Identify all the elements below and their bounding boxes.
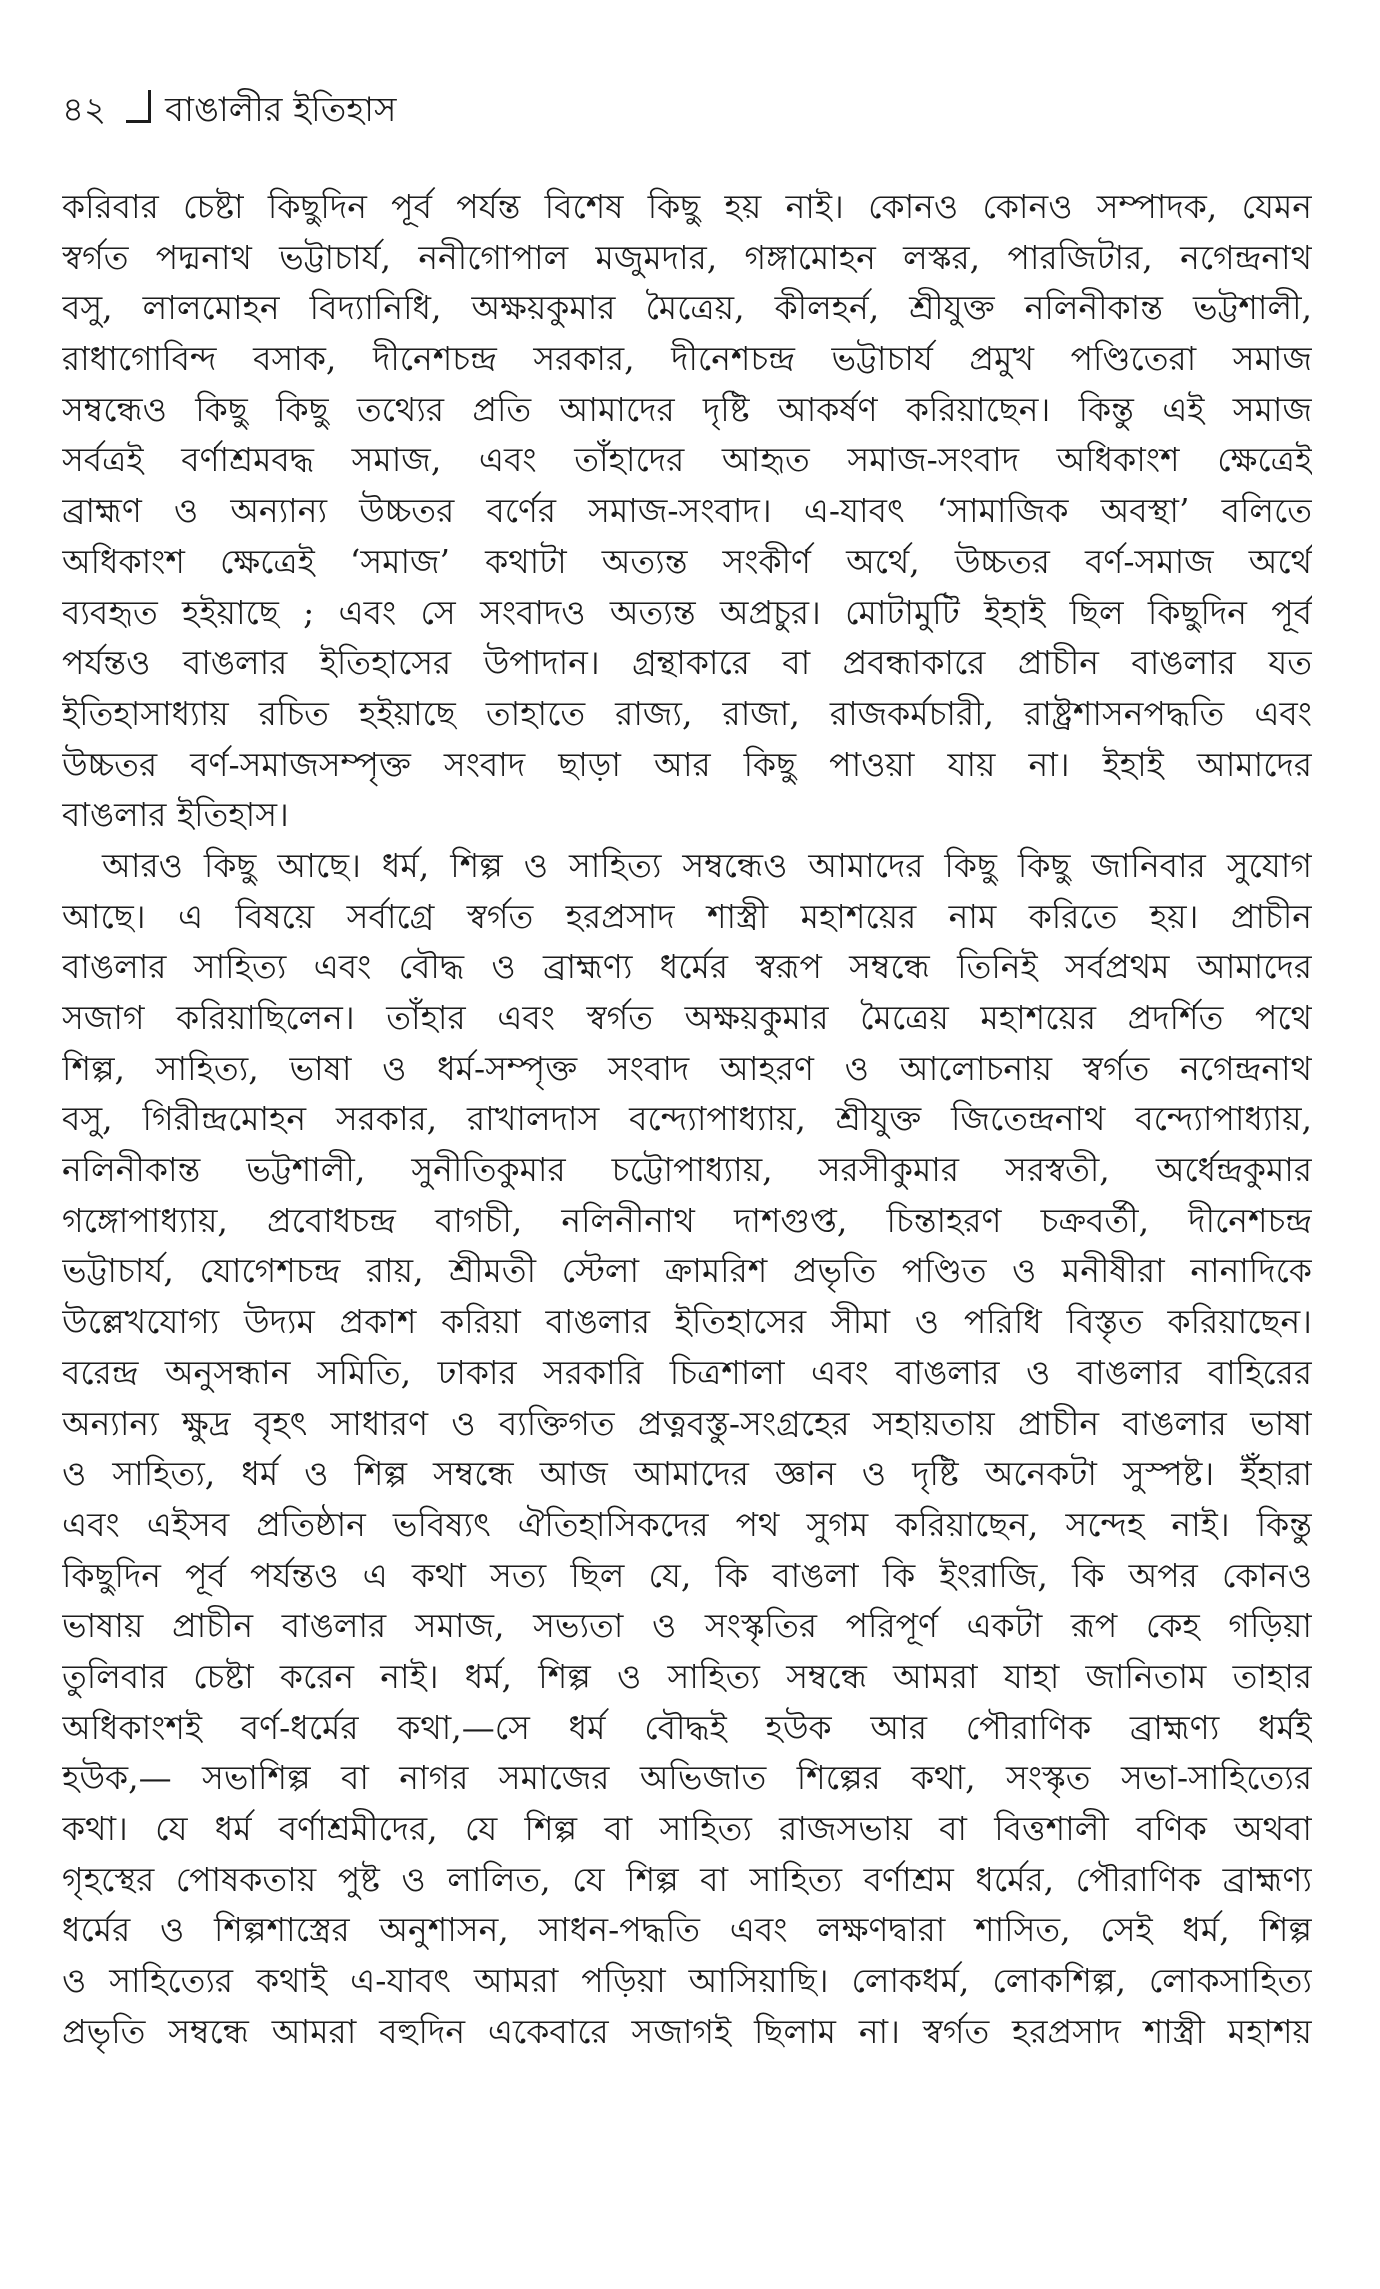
text-line: কথা। যে ধর্ম বর্ণাশ্রমীদের, যে শিল্প বা সাহিত্য রাজসভায় বা বিত্তশালী বণিক অথবা (62, 1809, 1312, 1848)
text-line: পর্যন্তও বাঙলার ইতিহাসের উপাদান। গ্রন্থাকারে বা প্রবন্ধাকারে প্রাচীন বাঙলার যত (62, 643, 1312, 683)
running-header (62, 84, 396, 136)
text-line: নলিনীকান্ত ভট্টশালী, সুনীতিকুমার চট্টোপাধ্যায়, সরসীকুমার সরস্বতী, অর্ধেন্দ্রকুমার (62, 1150, 1312, 1190)
text-line: কিছুদিন পূর্ব পর্যন্তও এ কথা সত্য ছিল যে, কি বাঙলা কি ইংরাজি, কি অপর কোনও (62, 1555, 1312, 1595)
book-title: বাঙালীর ইতিহাস (165, 90, 397, 130)
page-body (62, 182, 1312, 2057)
page-number: ৪২ (62, 90, 107, 130)
text-line: উল্লেখযোগ্য উদ্যম প্রকাশ করিয়া বাঙলার ইতিহাসের সীমা ও পরিধি বিস্তৃত করিয়াছেন। (62, 1302, 1312, 1342)
text-line: আছে। এ বিষয়ে সর্বাগ্রে স্বর্গত হরপ্রসাদ শাস্ত্রী মহাশয়ের নাম করিতে হয়। প্রাচীন (62, 896, 1312, 936)
text-line: সম্বন্ধেও কিছু কিছু তথ্যের প্রতি আমাদের দৃষ্টি আকর্ষণ করিয়াছেন। কিন্তু এই সমাজ (62, 389, 1312, 429)
text-line: বাঙলার ইতিহাস। (62, 795, 289, 835)
text-line: সজাগ করিয়াছিলেন। তাঁহার এবং স্বর্গত অক্ষয়কুমার মৈত্রেয় মহাশয়ের প্রদর্শিত পথে (62, 998, 1312, 1037)
text-line: বরেন্দ্র অনুসন্ধান সমিতি, ঢাকার সরকারি চিত্রশালা এবং বাঙলার ও বাঙলার বাহিরের (62, 1352, 1312, 1392)
text-line: অধিকাংশই বর্ণ-ধর্মের কথা,—সে ধর্ম বৌদ্ধই হউক আর পৌরাণিক ব্রাহ্মণ্য ধর্মই (62, 1707, 1312, 1747)
text-line: সর্বত্রই বর্ণাশ্রমবদ্ধ সমাজ, এবং তাঁহাদের আহৃত সমাজ-সংবাদ অধিকাংশ ক্ষেত্রেই (62, 440, 1312, 480)
text-line: বাঙলার সাহিত্য এবং বৌদ্ধ ও ব্রাহ্মণ্য ধর্মের স্বরূপ সম্বন্ধে তিনিই সর্বপ্রথম আমাদের (62, 947, 1312, 987)
text-line: গৃহস্থের পোষকতায় পুষ্ট ও লালিত, যে শিল্প বা সাহিত্য বর্ণাশ্রম ধর্মের, পৌরাণিক ব্রাহ্মণ্য (62, 1859, 1312, 1899)
text-line: শিল্প, সাহিত্য, ভাষা ও ধর্ম-সম্পৃক্ত সংবাদ আহরণ ও আলোচনায় স্বর্গত নগেন্দ্রনাথ (62, 1048, 1312, 1088)
text-line: তুলিবার চেষ্টা করেন নাই। ধর্ম, শিল্প ও সাহিত্য সম্বন্ধে আমরা যাহা জানিতাম তাহার (62, 1656, 1312, 1696)
text-line: করিবার চেষ্টা কিছুদিন পূর্ব পর্যন্ত বিশেষ কিছু হয় নাই। কোনও কোনও সম্পাদক, যেমন (62, 187, 1312, 226)
text-line: ব্রাহ্মণ ও অন্যান্য উচ্চতর বর্ণের সমাজ-সংবাদ। এ-যাবৎ ‘সামাজিক অবস্থা’ বলিতে (62, 491, 1312, 531)
text-line: অধিকাংশ ক্ষেত্রেই ‘সমাজ’ কথাটা অত্যন্ত সংকীর্ণ অর্থে, উচ্চতর বর্ণ-সমাজ অর্থে (62, 541, 1312, 581)
text-line: ও সাহিত্য, ধর্ম ও শিল্প সম্বন্ধে আজ আমাদের জ্ঞান ও দৃষ্টি অনেকটা সুস্পষ্ট। ইঁহারা (62, 1454, 1312, 1494)
text-line: ব্যবহৃত হইয়াছে ; এবং সে সংবাদও অত্যন্ত অপ্রচুর। মোটামুটি ইহাই ছিল কিছুদিন পূর্ব (62, 592, 1312, 632)
text-line: ভট্টাচার্য, যোগেশচন্দ্র রায়, শ্রীমতী স্টেলা ক্রামরিশ প্রভৃতি পণ্ডিত ও মনীষীরা নানাদিকে (62, 1251, 1312, 1291)
text-line: গঙ্গোপাধ্যায়, প্রবোধচন্দ্র বাগচী, নলিনীনাথ দাশগুপ্ত, চিন্তাহরণ চক্রবর্তী, দীনেশচন্দ্র (62, 1200, 1312, 1240)
text-line: আরও কিছু আছে। ধর্ম, শিল্প ও সাহিত্য সম্বন্ধেও আমাদের কিছু কিছু জানিবার সুযোগ (102, 845, 1312, 885)
text-line: এবং এইসব প্রতিষ্ঠান ভবিষ্যৎ ঐতিহাসিকদের পথ সুগম করিয়াছেন, সন্দেহ নাই। কিন্তু (62, 1504, 1312, 1544)
header-separator-mark (126, 90, 151, 123)
paragraph-1 (62, 182, 1312, 841)
text-line: প্রভৃতি সম্বন্ধে আমরা বহুদিন একেবারে সজাগই ছিলাম না। স্বর্গত হরপ্রসাদ শাস্ত্রী মহাশয় (62, 2011, 1312, 2051)
text-line: বসু, গিরীন্দ্রমোহন সরকার, রাখালদাস বন্দ্যোপাধ্যায়, শ্রীযুক্ত জিতেন্দ্রনাথ বন্দ্যোপাধ্যায়, (62, 1099, 1312, 1139)
text-line: ধর্মের ও শিল্পশাস্ত্রের অনুশাসন, সাধন-পদ্ধতি এবং লক্ষণদ্বারা শাসিত, সেই ধর্ম, শিল্প (62, 1910, 1312, 1950)
text-line: রাধাগোবিন্দ বসাক, দীনেশচন্দ্র সরকার, দীনেশচন্দ্র ভট্টাচার্য প্রমুখ পণ্ডিতেরা সমাজ (62, 339, 1312, 379)
text-line: হউক,— সভাশিল্প বা নাগর সমাজের অভিজাত শিল্পের কথা, সংস্কৃত সভা-সাহিত্যের (62, 1758, 1312, 1798)
text-line: বসু, লালমোহন বিদ্যানিধি, অক্ষয়কুমার মৈত্রেয়, কীলহর্ন, শ্রীযুক্ত নলিনীকান্ত ভট্টশালী, (62, 288, 1312, 328)
text-line: ভাষায় প্রাচীন বাঙলার সমাজ, সভ্যতা ও সংস্কৃতির পরিপূর্ণ একটা রূপ কেহ গড়িয়া (62, 1606, 1312, 1646)
text-line: অন্যান্য ক্ষুদ্র বৃহৎ সাধারণ ও ব্যক্তিগত প্রত্নবস্তু-সংগ্রহের সহায়তায় প্রাচীন বাঙলার ভাষা (62, 1403, 1312, 1443)
text-line: স্বর্গত পদ্মনাথ ভট্টাচার্য, ননীগোপাল মজুমদার, গঙ্গামোহন লস্কর, পারজিটার, নগেন্দ্রনাথ (62, 237, 1312, 277)
text-line: ও সাহিত্যের কথাই এ-যাবৎ আমরা পড়িয়া আসিয়াছি। লোকধর্ম, লোকশিল্প, লোকসাহিত্য (62, 1961, 1312, 2001)
text-line: উচ্চতর বর্ণ-সমাজসম্পৃক্ত সংবাদ ছাড়া আর কিছু পাওয়া যায় না। ইহাই আমাদের (62, 744, 1312, 784)
paragraph-2 (62, 841, 1312, 2058)
text-line: ইতিহাসাধ্যায় রচিত হইয়াছে তাহাতে রাজ্য, রাজা, রাজকর্মচারী, রাষ্ট্রশাসনপদ্ধতি এবং (62, 693, 1312, 733)
